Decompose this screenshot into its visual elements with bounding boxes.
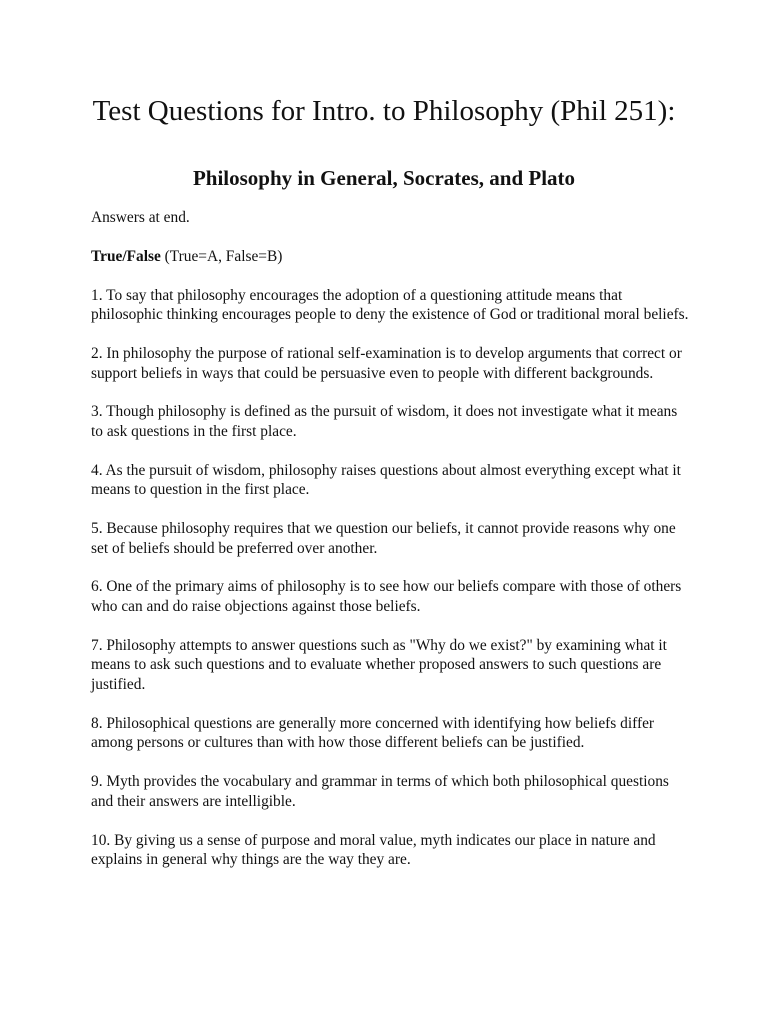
section-heading: True/False [91,247,161,265]
question-7: 7. Philosophy attempts to answer questions such as "Why do we exist?" by examining what it means to ask such questions and to evaluate whether proposed answers to such questions are justified. [91,636,667,693]
question-6: 6. One of the primary aims of philosophy is to see how our beliefs compare with those of others who can and do raise objections against those beliefs. [91,578,682,616]
question-3: 3. Though philosophy is defined as the pursuit of wisdom, it does not investigate what it means to ask questions in the first place. [91,403,678,440]
section-heading-line [91,247,691,267]
question-1: 1. To say that philosophy encourages the adoption of a questioning attitude means that philosophic thinking encourages people to deny the existence of God or traditional moral beliefs. [91,286,689,324]
question-4: 4. As the pursuit of wisdom, philosophy raises questions about almost everything except what it means to question in the first place. [91,461,681,499]
document-body [91,208,691,889]
question-10: 10. By giving us a sense of purpose and moral value, myth indicates our place in nature and explains in general why things are the way they are. [91,831,656,869]
document-subtitle: Philosophy in General, Socrates, and Plato [192,166,576,190]
answers-note: Answers at end. [91,209,190,226]
question-8: 8. Philosophical questions are generally more concerned with identifying how beliefs differ among persons or cultures than with how those different beliefs can be justified. [91,714,655,752]
document-title: Test Questions for Intro. to Philosophy (Phil 251): [92,95,676,127]
question-9: 9. Myth provides the vocabulary and grammar in terms of which both philosophical questions and their answers are intelligible. [91,773,669,810]
question-2: 2. In philosophy the purpose of rational self-examination is to develop arguments that correct or support beliefs in ways that could be persuasive even to people with different backgrounds. [91,344,682,382]
question-5: 5. Because philosophy requires that we question our beliefs, it cannot provide reasons why one set of beliefs should be preferred over another. [91,520,676,557]
section-key: (True=A, False=B) [160,247,283,265]
